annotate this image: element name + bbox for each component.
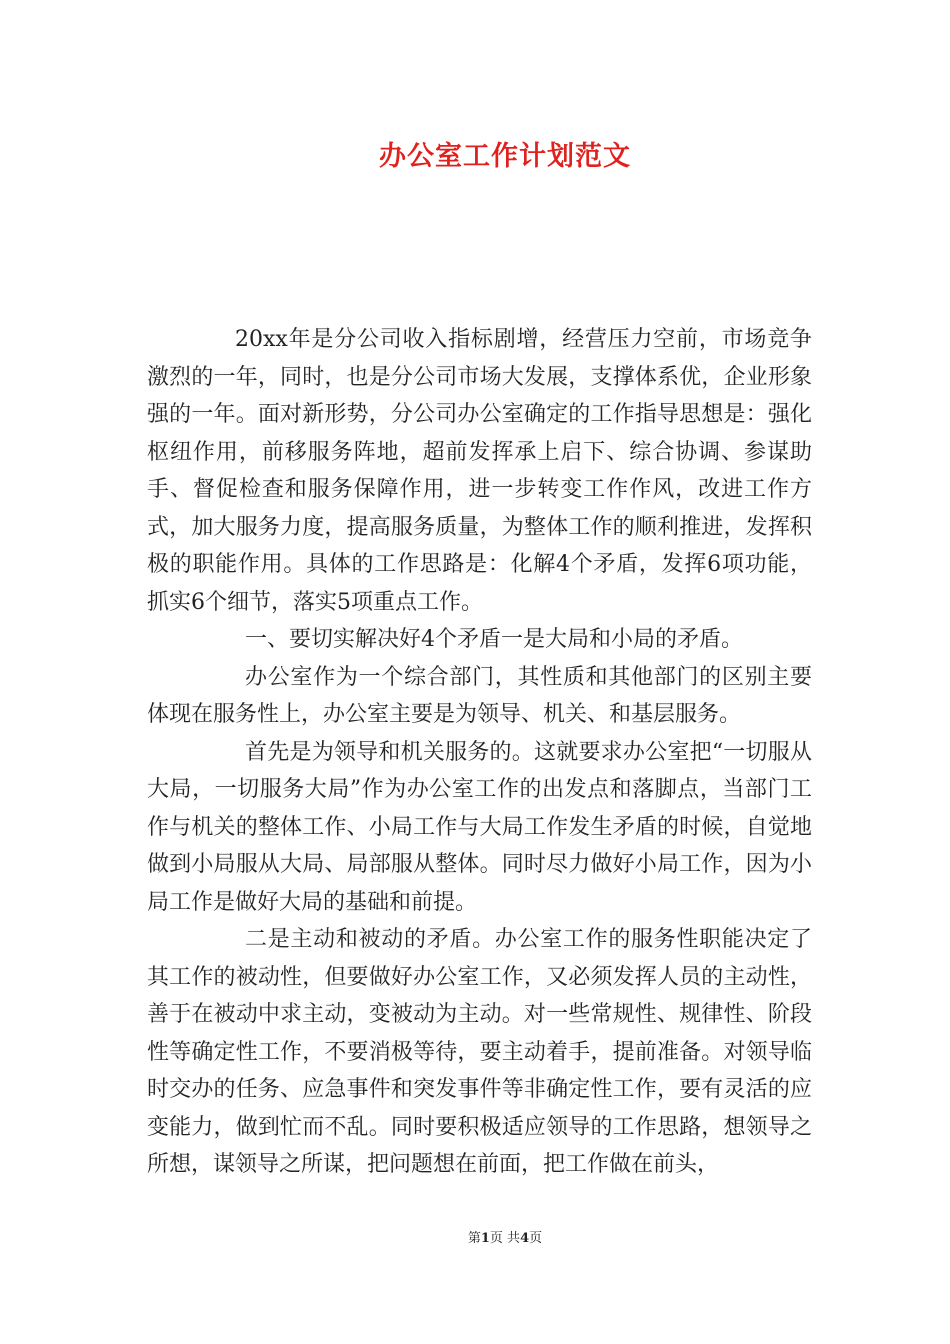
paragraph-active-passive: 二是主动和被动的矛盾。办公室工作的服务性职能决定了其工作的被动性，但要做好办公室工作，又必须发挥人员的主动性，善于在被动中求主动，变被动为主动。对一些常规性、规律性、阶段性等确定性工作，不要消极等待，要主动着手，提前准备。对领导临时交办的任务、应急事件和突发事件等非确定性工作，要有灵活的应变能力，做到忙而不乱。同时要积极适应领导的工作思路，想领导之所想，谋领导之所谋，把问题想在前面，把工作做在前头， — [147, 927, 812, 1177]
paragraph-section-heading: 一、要切实解决好4个矛盾一是大局和小局的矛盾。 — [245, 627, 743, 652]
footer-prefix: 第 — [467, 1231, 481, 1246]
page-footer — [0, 1227, 950, 1246]
footer-middle: 页 共 — [489, 1231, 521, 1246]
footer-total-pages: 4 — [520, 1231, 530, 1246]
paragraph-office-role: 办公室作为一个综合部门，其性质和其他部门的区别主要体现在服务性上，办公室主要是为领导、机关、和基层服务。 — [147, 664, 812, 727]
paragraph-intro: 20xx年是分公司收入指标剧增，经营压力空前，市场竞争激烈的一年，同时，也是分公司市场大发展，支撑体系优，企业形象强的一年。面对新形势，分公司办公室确定的工作指导思想是：强化枢纽作用，前移服务阵地，超前发挥承上启下、综合协调、参谋助手、督促检查和服务保障作用，进一步转变工作作风，改进工作方式，加大服务力度，提高服务质量，为整体工作的顺利推进，发挥积极的职能作用。具体的工作思路是：化解4个矛盾，发挥6项功能，抓实6个细节，落实5项重点工作。 — [147, 327, 812, 615]
document-body — [147, 321, 812, 1184]
document-title: 办公室工作计划范文 — [379, 141, 631, 172]
footer-suffix: 页 — [529, 1231, 543, 1246]
footer-current-page: 1 — [480, 1231, 490, 1246]
paragraph-serve-leadership: 首先是为领导和机关服务的。这就要求办公室把“一切服从大局，一切服务大局”作为办公室工作的出发点和落脚点，当部门工作与机关的整体工作、小局工作与大局工作发生矛盾的时候，自觉地做到小局服从大局、局部服从整体。同时尽力做好小局工作，因为小局工作是做好大局的基础和前提。 — [147, 739, 812, 915]
